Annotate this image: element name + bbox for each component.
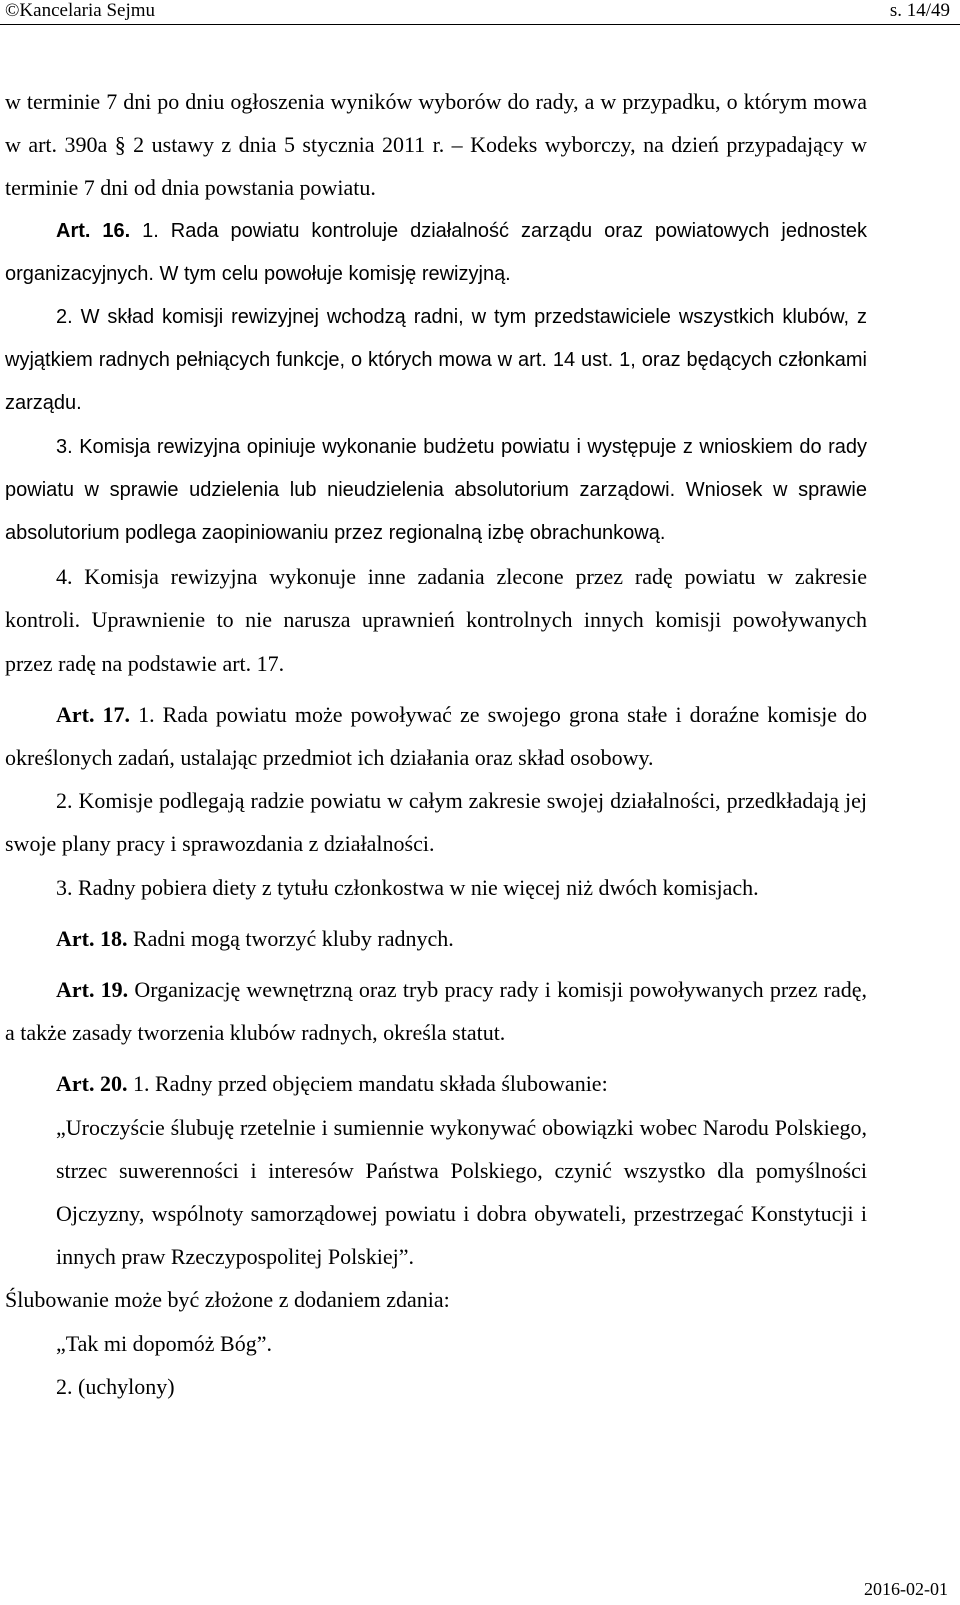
article-19-number: Art. 19. <box>56 977 129 1003</box>
paragraph-continuation: w terminie 7 dni po dniu ogłoszenia wyników wyborów do rady, a w przypadku, o którym mowa w art. 390a § 2 ustawy z dnia 5 stycznia 2011 r. – Kodeks wyborczy, na dzień przypadający w terminie 7 dni od dnia powstania powiatu. <box>5 89 867 201</box>
page-number: s. 14/49 <box>889 0 950 21</box>
article-17-section-1 <box>5 693 867 779</box>
article-20-section-1-text: 1. Radny przed objęciem mandatu składa ślubowanie: <box>132 1071 608 1097</box>
oath-note: Ślubowanie może być złożone z dodaniem zdania: <box>5 1287 450 1313</box>
article-16-section-3: 3. Komisja rewizyjna opiniuje wykonanie budżetu powiatu i występuje z wnioskiem do rady powiatu w sprawie udzielenia lub nieudzielenia absolutorium zarządowi. Wniosek w sprawie absolutorium podlega zaopiniowaniu przez regionalną izbę obrachunkową. <box>5 435 867 545</box>
article-16-section-4: 4. Komisja rewizyjna wykonuje inne zadania zlecone przez radę powiatu w zakresie kontroli. Uprawnienie to nie narusza uprawnień kontrolnych innych komisji powoływanych przez radę na podstawie art. 17. <box>5 564 867 676</box>
article-17-section-1-text: 1. Rada powiatu może powoływać ze swojego grona stałe i doraźne komisje do określonych zadań, ustalając przedmiot ich działania oraz skład osobowy. <box>5 701 868 771</box>
article-19-text: Organizację wewnętrzną oraz tryb pracy rady i komisji powoływanych przez radę, a także zasady tworzenia klubów radnych, określa statut. <box>5 977 867 1046</box>
article-20-section-1 <box>5 1062 867 1105</box>
header-divider <box>0 24 960 25</box>
article-16-section-2: 2. W skład komisji rewizyjnej wchodzą radni, w tym przedstawiciele wszystkich klubów, z wyjątkiem radnych pełniących funkcje, o których mowa w art. 14 ust. 1, oraz będących członkami zarządu. <box>5 306 867 415</box>
article-16-number: Art. 16. <box>56 219 131 242</box>
document-body <box>5 80 867 1408</box>
article-18-number: Art. 18. <box>56 925 128 951</box>
oath-addition: „Tak mi dopomóż Bóg”. <box>56 1330 272 1356</box>
article-20-number: Art. 20. <box>56 1071 128 1097</box>
article-17-section-3: 3. Radny pobiera diety z tytułu członkostwa w nie więcej niż dwóch komisjach. <box>56 874 759 900</box>
article-17-number: Art. 17. <box>56 701 131 727</box>
document-date: 2016-02-01 <box>864 1579 948 1599</box>
article-16-section-1 <box>5 210 867 296</box>
article-19 <box>5 968 867 1054</box>
article-18 <box>5 917 867 960</box>
article-17-section-2: 2. Komisje podlegają radzie powiatu w całym zakresie swojej działalności, przedkładają jej swoje plany pracy i sprawozdania z działalności. <box>5 788 867 857</box>
article-20-section-2: 2. (uchylony) <box>56 1373 175 1399</box>
page-header <box>0 0 960 23</box>
article-18-text: Radni mogą tworzyć kluby radnych. <box>132 925 454 951</box>
copyright-notice: ©Kancelaria Sejmu <box>5 0 156 21</box>
oath-text: „Uroczyście ślubuję rzetelnie i sumiennie wykonywać obowiązki wobec Narodu Polskiego, strzec suwerenności i interesów Państwa Polskiego, czynić wszystko dla pomyślności Ojczyzny, wspólnoty samorządowej powiatu i dobra obywateli, przestrzegać Konstytucji i innych praw Rzeczypospolitej Polskiej”. <box>56 1114 867 1270</box>
article-16-section-1-text: 1. Rada powiatu kontroluje działalność zarządu oraz powiatowych jednostek organizacyjnych. W tym celu powołuje komisję rewizyjną. <box>5 219 867 285</box>
